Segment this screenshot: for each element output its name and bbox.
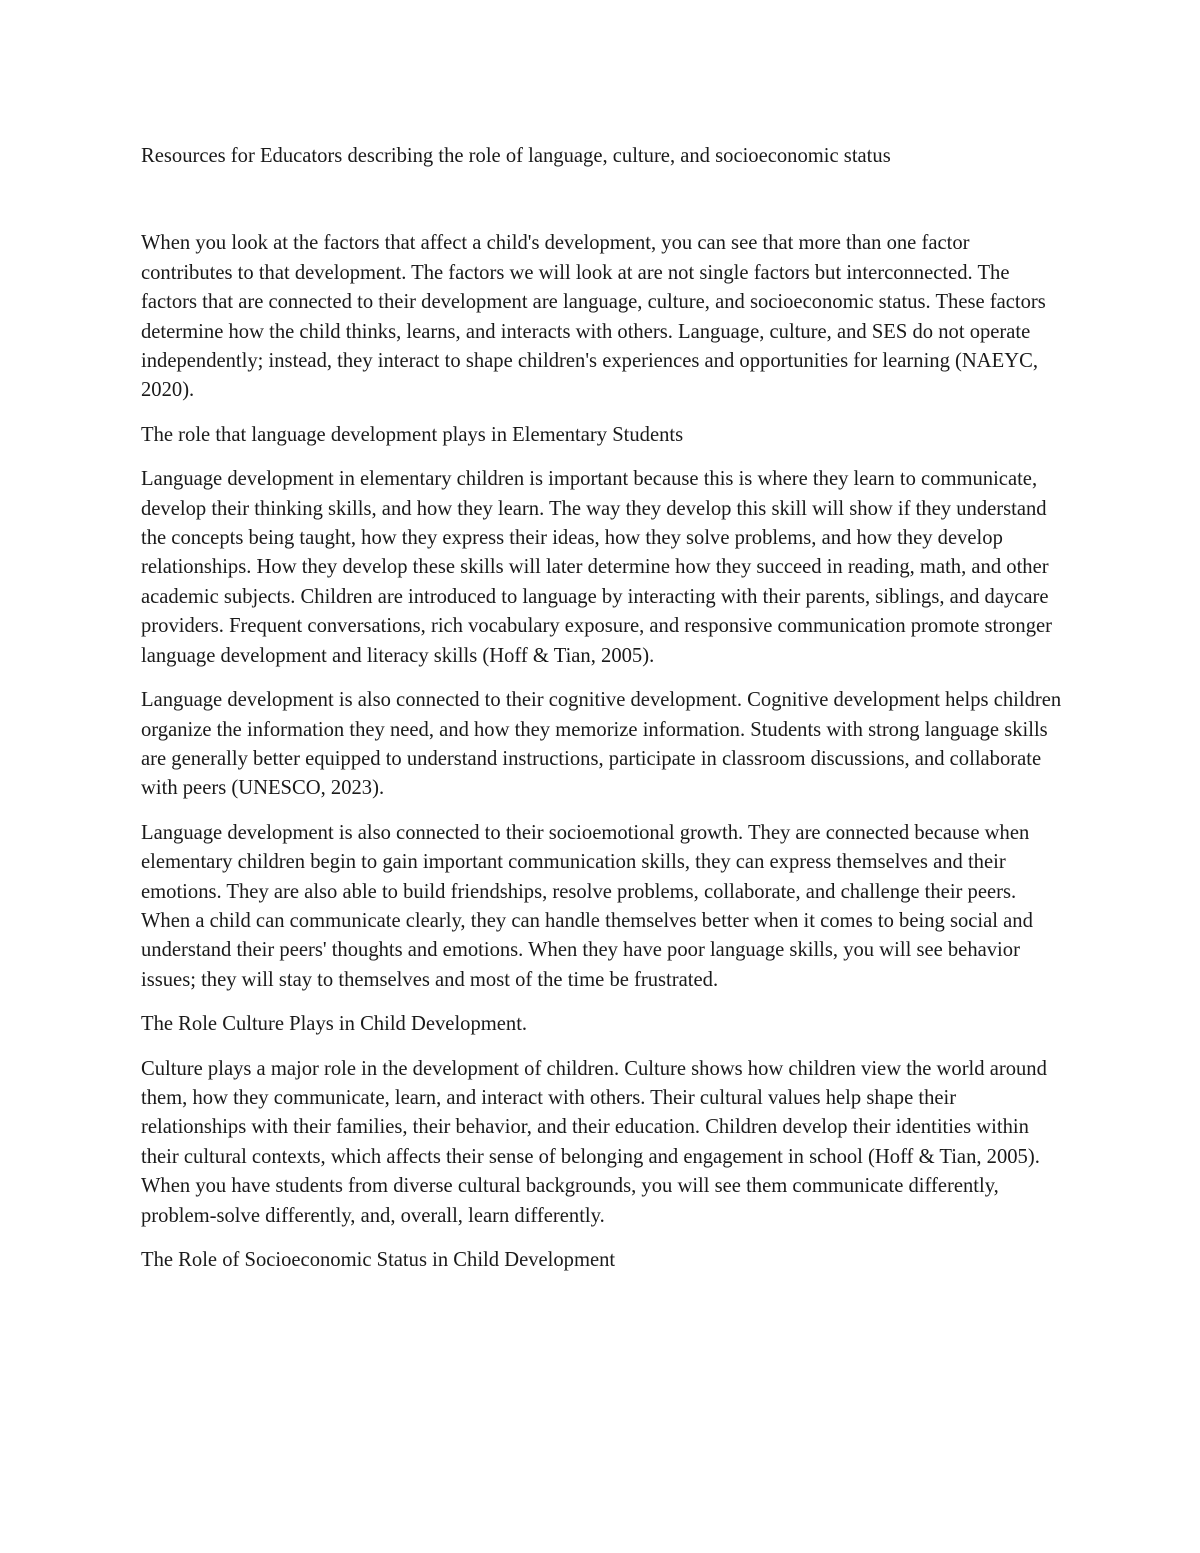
section-heading-socioeconomic: The Role of Socioeconomic Status in Child Development <box>141 1249 616 1271</box>
section-heading-culture: The Role Culture Plays in Child Development. <box>141 1013 528 1036</box>
document-body <box>141 142 1063 1290</box>
section-heading-language: The role that language development plays in Elementary Students <box>141 423 684 446</box>
paragraph-cognitive-development: Language development is also connected to their cognitive development. Cognitive development helps children organize the information they need, and how they memorize information. Students with strong language skills are generally better equipped to understand instructions, participate in classroom discussions, and collaborate with peers (UNESCO, 2023). <box>141 689 1062 800</box>
document-title: Resources for Educators describing the role of language, culture, and socioeconomic status <box>141 145 891 167</box>
paragraph-language-development: Language development in elementary children is important because this is where they learn to communicate, develop their thinking skills, and how they learn. The way they develop this skill will show if they understand the concepts being taught, how they express their ideas, how they solve problems, and how they develop relationships. How they develop these skills will later determine how they succeed in reading, math, and other academic subjects. Children are introduced to language by interacting with their parents, siblings, and daycare providers. Frequent conversations, rich vocabulary exposure, and responsive communication promote stronger language development and literacy skills (Hoff & Tian, 2005). <box>141 468 1053 667</box>
paragraph-culture: Culture plays a major role in the development of children. Culture shows how children view the world around them, how they communicate, learn, and interact with others. Their cultural values help shape their relationships with their families, their behavior, and their education. Children develop their identities within their cultural contexts, which affects their sense of belonging and engagement in school (Hoff & Tian, 2005). When you have students from diverse cultural backgrounds, you will see them communicate differently, problem-solve differently, and, overall, learn differently. <box>141 1057 1047 1227</box>
paragraph-socioemotional-growth: Language development is also connected to their socioemotional growth. They are connected because when elementary children begin to gain important communication skills, they can express themselves and their emotions. They are also able to build friendships, resolve problems, collaborate, and challenge their peers. When a child can communicate clearly, they can handle themselves better when it comes to being social and understand their peers' thoughts and emotions. When they have poor language skills, you will see behavior issues; they will stay to themselves and most of the time be frustrated. <box>141 821 1033 991</box>
paragraph-intro: When you look at the factors that affect a child's development, you can see that more than one factor contributes to that development. The factors we will look at are not single factors but interconnected. The factors that are connected to their development are language, culture, and socioeconomic status. These factors determine how the child thinks, learns, and interacts with others. Language, culture, and SES do not operate independently; instead, they interact to shape children's experiences and opportunities for learning (NAEYC, 2020). <box>141 232 1046 402</box>
